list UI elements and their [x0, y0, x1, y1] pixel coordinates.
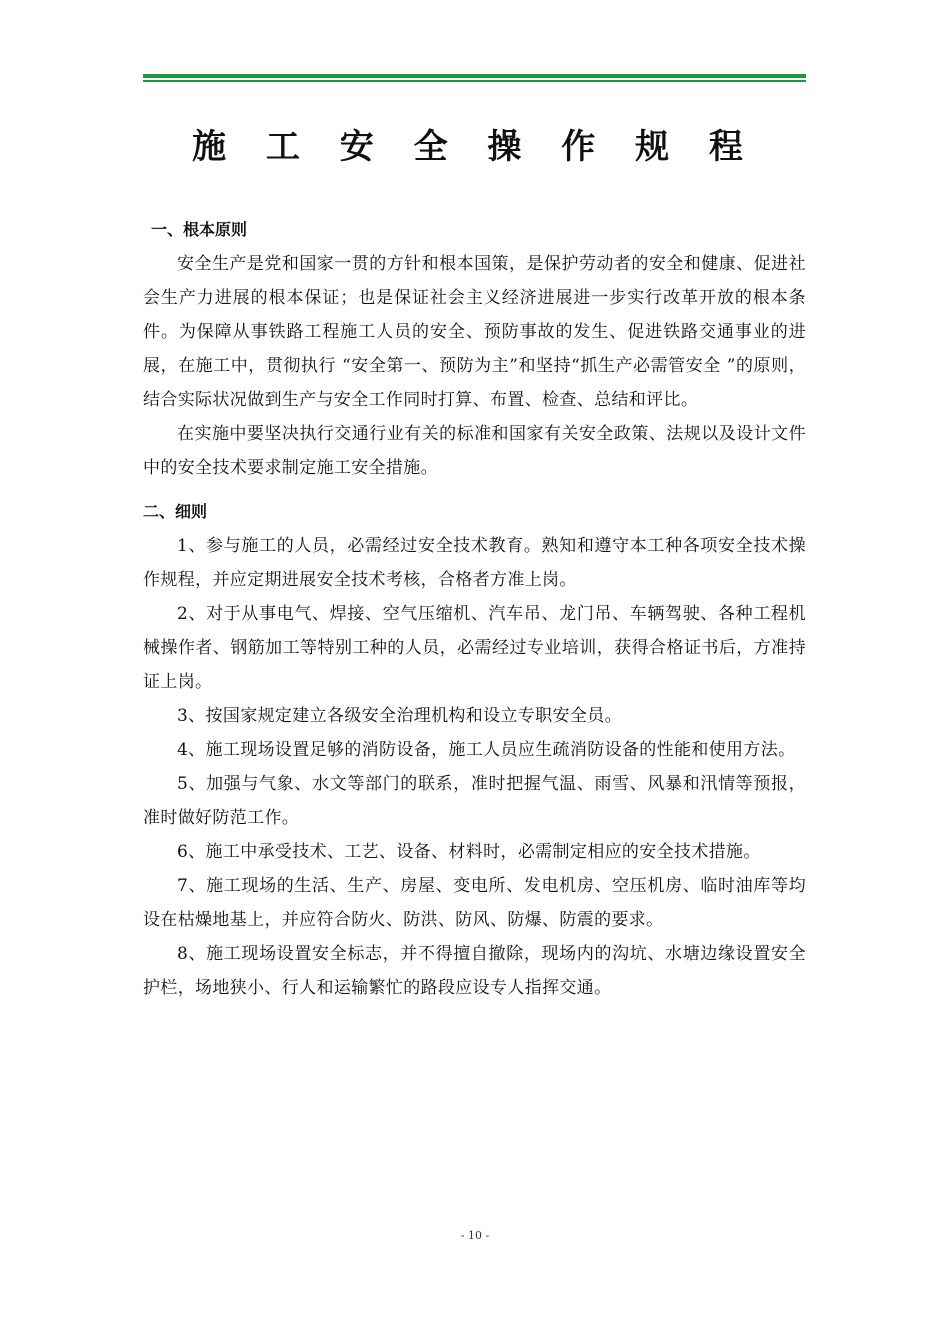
- page-number: - 10 -: [460, 1229, 490, 1242]
- section-principles: [143, 213, 806, 485]
- header-rule: [143, 74, 806, 81]
- rule-item: 4、施工现场设置足够的消防设备，施工人员应生疏消防设备的性能和使用方法。: [177, 740, 796, 760]
- section-heading: 一、根本原则: [151, 220, 248, 239]
- document-body: [143, 213, 806, 1005]
- rule-item: 7、施工现场的生活、生产、房屋、变电所、发电机房、空压机房、临时油库等均设在枯燥地基上，并应符合防火、防洪、防风、防爆、防震的要求。: [143, 876, 806, 930]
- rule-item: 3、按国家规定建立各级安全治理机构和设立专职安全员。: [177, 706, 622, 726]
- page-title: 施 工 安 全 操 作 规 程: [192, 127, 757, 167]
- section-heading: 二、细则: [143, 502, 208, 521]
- rule-item: 1、参与施工的人员，必需经过安全技术教育。熟知和遵守本工种各项安全技术操作规程，并应定期进展安全技术考核，合格者方准上岗。: [143, 536, 806, 590]
- header-rule-thin: [143, 80, 806, 82]
- paragraph: 在实施中要坚决执行交通行业有关的标准和国家有关安全政策、法规以及设计文件中的安全技术要求制定施工安全措施。: [143, 424, 806, 478]
- header-rule-thick: [143, 74, 806, 78]
- rule-item: 8、施工现场设置安全标志，并不得擅自撤除，现场内的沟坑、水塘边缘设置安全护栏，场地狭小、行人和运输繁忙的路段应设专人指挥交通。: [143, 944, 806, 998]
- paragraph: 安全生产是党和国家一贯的方针和根本国策，是保护劳动者的安全和健康、促进社会生产力进展的根本保证；也是保证社会主义经济进展进一步实行改革开放的根本条件。为保障从事铁路工程施工人员的安全、预防事故的发生、促进铁路交通事业的进展，在施工中，贯彻执行 “安全第一、预防为主”和坚持“抓生产必需管安全 ”的原则，结合实际状况做到生产与安全工作同时打算、布置、检查、总结和评比。: [143, 254, 806, 410]
- rule-item: 5、加强与气象、水文等部门的联系，准时把握气温、雨雪、风暴和汛情等预报，准时做好防范工作。: [143, 774, 806, 828]
- section-rules: [143, 495, 806, 1005]
- rule-item: 6、施工中承受技术、工艺、设备、材料时，必需制定相应的安全技术措施。: [177, 842, 761, 862]
- rule-item: 2、对于从事电气、焊接、空气压缩机、汽车吊、龙门吊、车辆驾驶、各种工程机械操作者、钢筋加工等特别工种的人员，必需经过专业培训，获得合格证书后，方准持证上岗。: [143, 604, 806, 692]
